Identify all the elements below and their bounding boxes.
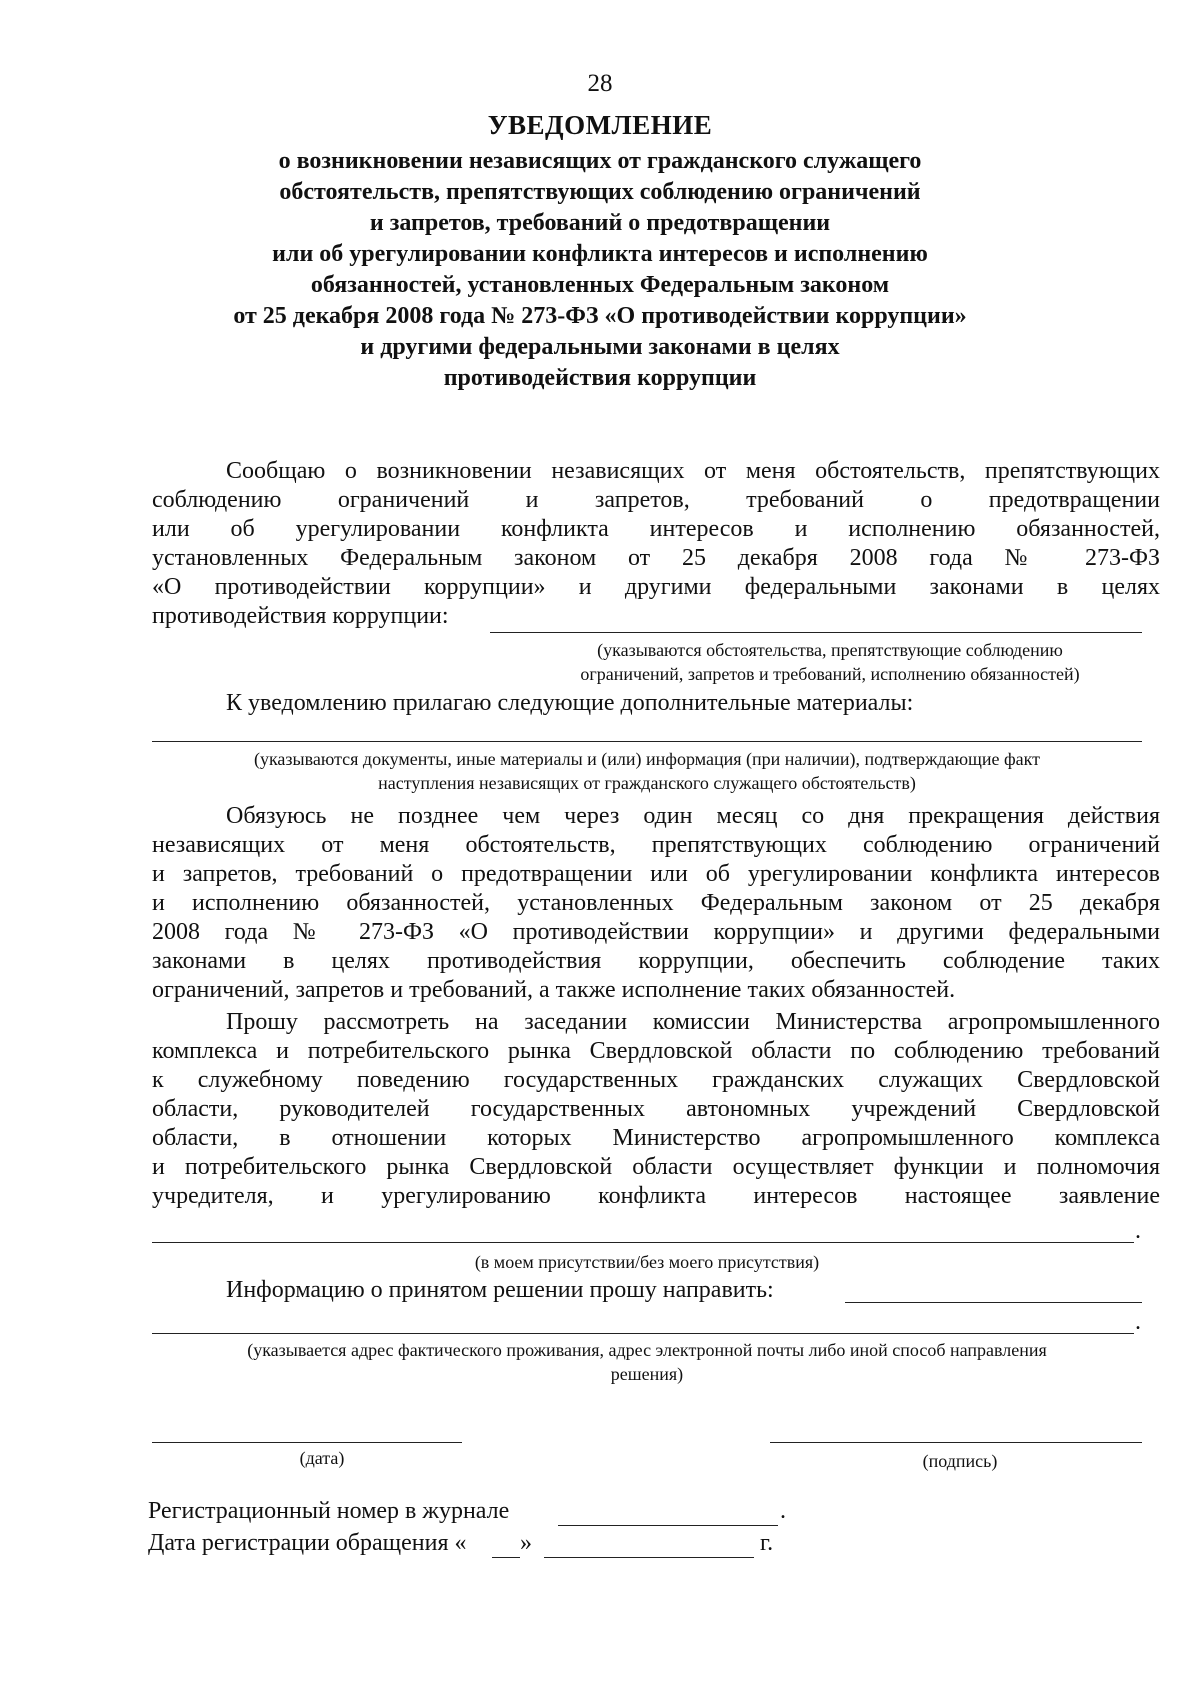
signature-fill-line[interactable]	[770, 1442, 1142, 1443]
paragraph-line: области, в отношении которых Министерство агропромышленного комплекса	[152, 1125, 1160, 1151]
caption-line: (указываются документы, иные материалы и (или) информация (при наличии), подтверждающие факт	[253, 749, 1041, 769]
registration-number-label: Регистрационный номер в журнале	[148, 1498, 510, 1524]
registration-date-fill-line[interactable]	[544, 1557, 754, 1558]
paragraph-line: К уведомлению прилагаю следующие дополнительные материалы:	[226, 690, 914, 716]
paragraph-line: и исполнению обязанностей, установленных Федеральным законом от 25 декабря	[152, 890, 1160, 916]
document-subtitle	[200, 146, 1000, 394]
subtitle-line: от 25 декабря 2008 года № 273-ФЗ «О противодействии коррупции»	[233, 303, 967, 329]
circumstances-fill-line[interactable]	[490, 632, 1142, 633]
attachments-line	[152, 689, 1160, 718]
info-period: .	[1135, 1309, 1141, 1335]
paragraph-request	[152, 1008, 1160, 1211]
paragraph-line: законами в целях противодействия коррупции, обеспечить соблюдение таких	[152, 948, 1160, 974]
info-line	[152, 1276, 1160, 1305]
paragraph-line: комплекса и потребительского рынка Свердловской области по соблюдению требований	[152, 1038, 1160, 1064]
paragraph-line: ограничений, запретов и требований, а также исполнение таких обязанностей.	[152, 977, 956, 1003]
caption-line: ограничений, запретов и требований, исполнению обязанностей)	[580, 664, 1080, 684]
paragraph-line: или об урегулировании конфликта интересов и исполнению обязанностей,	[152, 516, 1160, 542]
registration-date-label: Дата регистрации обращения «	[148, 1530, 467, 1556]
paragraph-line: и запретов, требований о предотвращении или об урегулировании конфликта интересов	[152, 861, 1160, 887]
page-number: 28	[587, 70, 613, 97]
info-fill-line-1[interactable]	[845, 1302, 1142, 1303]
date-label: (дата)	[299, 1448, 345, 1468]
info-fill-line-2[interactable]	[152, 1333, 1134, 1334]
caption-line: (указывается адрес фактического проживания, адрес электронной почты либо иной способ направления	[247, 1340, 1047, 1360]
paragraph-line: «О противодействии коррупции» и другими федеральными законами в целях	[152, 574, 1160, 600]
caption-presence: (в моем присутствии/без моего присутствия)	[474, 1252, 820, 1272]
registration-number-period: .	[780, 1498, 786, 1524]
presence-period: .	[1135, 1218, 1141, 1244]
paragraph-notification	[152, 457, 1160, 631]
subtitle-line: противодействия коррупции	[443, 365, 757, 391]
caption-line: решения)	[610, 1364, 684, 1384]
registration-day-fill-line[interactable]	[492, 1557, 520, 1558]
subtitle-line: или об урегулировании конфликта интересов и исполнению	[272, 241, 928, 267]
registration-year-suffix: г.	[760, 1530, 774, 1556]
subtitle-line: о возникновении независящих от гражданского служащего	[278, 148, 922, 174]
paragraph-line: противодействия коррупции:	[152, 603, 449, 629]
paragraph-line: области, руководителей государственных автономных учреждений Свердловской	[152, 1096, 1160, 1122]
subtitle-line: обстоятельств, препятствующих соблюдению ограничений	[279, 179, 921, 205]
subtitle-line: обязанностей, установленных Федеральным законом	[310, 272, 890, 298]
registration-number-fill-line[interactable]	[558, 1525, 778, 1526]
date-fill-line[interactable]	[152, 1442, 462, 1443]
caption-attachments	[152, 747, 1142, 795]
presence-fill-line[interactable]	[152, 1242, 1134, 1243]
paragraph-line: Информацию о принятом решении прошу направить:	[226, 1277, 774, 1303]
paragraph-line: 2008 года № 273-ФЗ «О противодействии коррупции» и другими федеральными	[152, 919, 1160, 945]
registration-date-quote: »	[520, 1530, 532, 1556]
subtitle-line: и другими федеральными законами в целях	[360, 334, 840, 360]
paragraph-line: к служебному поведению государственных гражданских служащих Свердловской	[152, 1067, 1160, 1093]
paragraph-line: Обязуюсь не позднее чем через один месяц со дня прекращения действия	[226, 803, 1160, 829]
paragraph-line: соблюдению ограничений и запретов, требований о предотвращении	[152, 487, 1160, 513]
paragraph-obligation	[152, 802, 1160, 1005]
paragraph-line: Сообщаю о возникновении независящих от меня обстоятельств, препятствующих	[226, 458, 1160, 484]
document-title: УВЕДОМЛЕНИЕ	[487, 110, 713, 140]
caption-line: (указываются обстоятельства, препятствующие соблюдению	[597, 640, 1063, 660]
caption-line: наступления независящих от гражданского служащего обстоятельств)	[378, 773, 916, 793]
paragraph-line: Прошу рассмотреть на заседании комиссии Министерства агропромышленного	[226, 1009, 1160, 1035]
signature-label: (подпись)	[922, 1451, 998, 1471]
paragraph-line: и потребительского рынка Свердловской области осуществляет функции и полномочия	[152, 1154, 1160, 1180]
paragraph-line: установленных Федеральным законом от 25 декабря 2008 года № 273-ФЗ	[152, 545, 1160, 571]
paragraph-line: учредителя, и урегулированию конфликта интересов настоящее заявление	[152, 1183, 1160, 1209]
attachments-fill-line[interactable]	[152, 741, 1142, 742]
paragraph-line: независящих от меня обстоятельств, препятствующих соблюдению ограничений	[152, 832, 1160, 858]
caption-circumstances	[520, 638, 1140, 686]
caption-address	[152, 1338, 1142, 1386]
subtitle-line: и запретов, требований о предотвращении	[369, 210, 831, 236]
